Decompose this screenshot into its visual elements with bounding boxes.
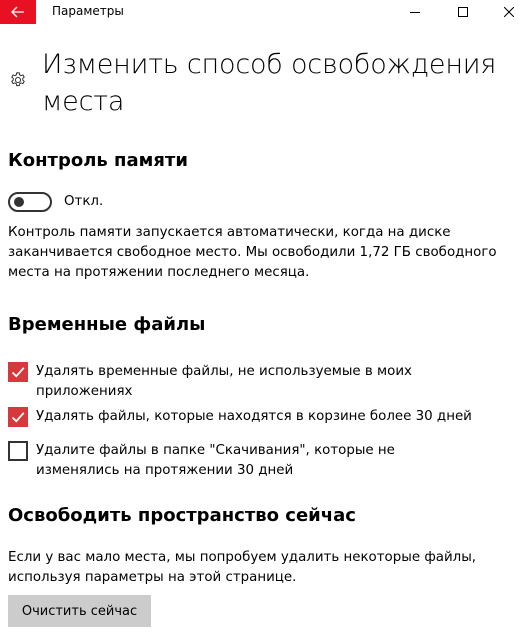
checkbox-label: Удалять файлы, которые находятся в корзине более 30 дней [36, 409, 472, 424]
toggle-knob [14, 197, 24, 207]
title-bar [0, 0, 520, 24]
window-title: Параметры [52, 4, 124, 18]
toggle-state-label: Откл. [64, 194, 104, 209]
delete-recycle-bin-checkbox[interactable] [8, 407, 28, 427]
clean-now-button[interactable]: Очистить сейчас [8, 595, 151, 627]
minimize-icon [410, 7, 420, 17]
free-now-heading: Освободить пространство сейчас [8, 505, 356, 526]
temp-files-heading: Временные файлы [8, 314, 206, 335]
page-title: Изменить способ освобождения места [42, 49, 497, 117]
close-button[interactable] [486, 0, 520, 24]
delete-temp-files-checkbox[interactable] [8, 362, 28, 382]
delete-downloads-checkbox[interactable] [8, 441, 28, 461]
storage-sense-toggle[interactable] [8, 192, 52, 212]
checkbox-label: Удалите файлы в папке "Скачивания", которые не изменялись на протяжении 30 дней [36, 443, 395, 478]
storage-sense-heading: Контроль памяти [8, 150, 188, 171]
arrow-left-icon [11, 6, 25, 18]
checkmark-icon [9, 408, 27, 426]
back-button[interactable] [0, 0, 36, 24]
close-icon [504, 7, 514, 17]
gear-icon [9, 71, 27, 89]
checkbox-label: Удалять временные файлы, не используемые в моих приложениях [36, 364, 412, 399]
minimize-button[interactable] [392, 0, 438, 24]
maximize-icon [458, 7, 468, 17]
free-now-description: Если у вас мало места, мы попробуем удалить некоторые файлы, используя параметры на этой странице. [8, 550, 477, 585]
maximize-button[interactable] [440, 0, 486, 24]
storage-sense-description: Контроль памяти запускается автоматически, когда на диске заканчивается свободное место. Мы освободили 1,72 ГБ свободного места на протяжении последнего месяца. [8, 225, 497, 280]
checkmark-icon [9, 363, 27, 381]
